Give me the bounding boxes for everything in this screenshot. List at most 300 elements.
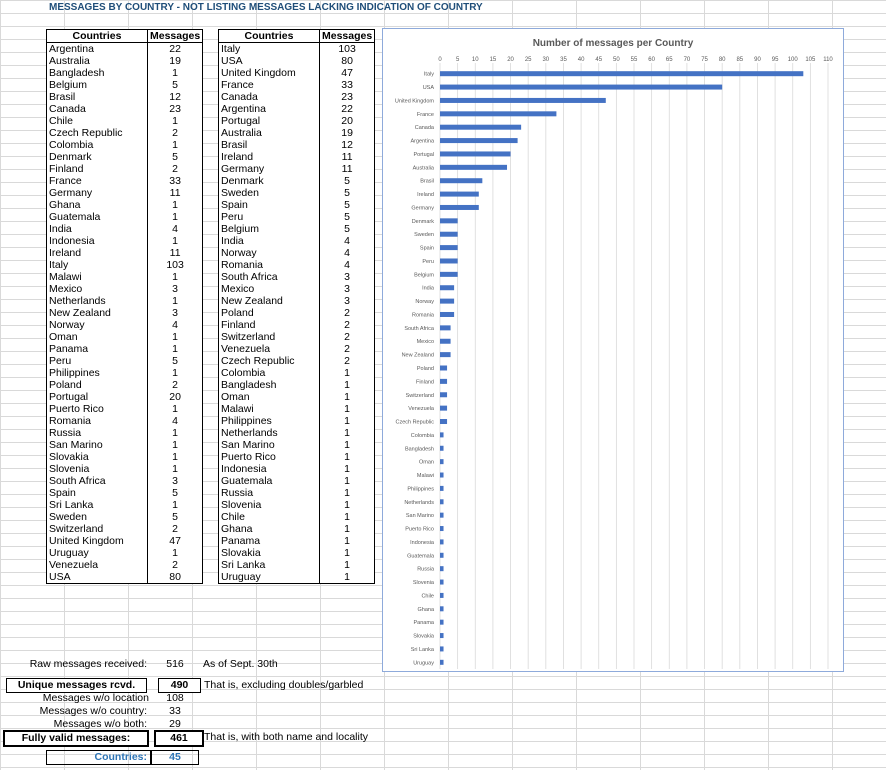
bar — [440, 258, 458, 263]
bar — [440, 566, 444, 571]
country-cell: Chile — [47, 115, 148, 127]
message-count-cell: 80 — [148, 571, 203, 584]
message-count-cell: 1 — [320, 547, 375, 559]
y-category-label: Germany — [411, 205, 434, 212]
message-count-cell: 1 — [320, 415, 375, 427]
bar — [440, 205, 479, 210]
y-category-label: Russia — [417, 566, 434, 573]
y-category-label: Netherlands — [404, 499, 434, 506]
country-cell: India — [219, 235, 320, 247]
x-tick-label: 15 — [489, 57, 497, 63]
message-count-cell: 23 — [148, 103, 203, 115]
countries-count-label — [46, 750, 151, 765]
country-cell: South Africa — [219, 271, 320, 283]
country-cell: Poland — [47, 379, 148, 391]
y-category-label: Spain — [419, 245, 434, 252]
table-row — [47, 187, 203, 199]
header-messages: Messages — [320, 30, 375, 43]
table-row — [47, 223, 203, 235]
country-cell: Spain — [219, 199, 320, 211]
wo-both-label: Messages w/o both: — [53, 718, 147, 730]
table-row — [219, 307, 375, 319]
message-count-cell: 1 — [148, 499, 203, 511]
table-row — [47, 451, 203, 463]
y-category-label: Italy — [423, 71, 434, 78]
message-count-cell: 1 — [148, 427, 203, 439]
table-row — [47, 139, 203, 151]
table-row — [47, 307, 203, 319]
message-count-cell: 5 — [320, 199, 375, 211]
message-count-cell: 1 — [320, 439, 375, 451]
wo-country-value: 33 — [169, 705, 181, 717]
country-cell: Oman — [219, 391, 320, 403]
country-cell: Bangladesh — [219, 379, 320, 391]
bar — [440, 620, 444, 625]
country-cell: Sri Lanka — [219, 559, 320, 571]
y-category-label: United Kingdom — [394, 98, 434, 105]
x-tick-label: 105 — [805, 57, 816, 63]
table-row — [219, 199, 375, 211]
country-cell: Argentina — [47, 43, 148, 56]
table-row — [219, 463, 375, 475]
country-cell: Philippines — [47, 367, 148, 379]
table-row — [219, 355, 375, 367]
bar — [440, 432, 444, 437]
bar — [440, 446, 444, 451]
table-row — [219, 499, 375, 511]
country-cell: Uruguay — [47, 547, 148, 559]
message-count-cell: 3 — [320, 283, 375, 295]
y-category-label: Romania — [411, 312, 434, 319]
message-count-cell: 1 — [148, 67, 203, 79]
table-row — [47, 283, 203, 295]
table-row — [219, 187, 375, 199]
country-cell: Ghana — [219, 523, 320, 535]
x-tick-label: 85 — [736, 57, 744, 63]
y-category-label: Portugal — [413, 151, 434, 158]
table-row — [219, 535, 375, 547]
table-row — [47, 151, 203, 163]
message-count-cell: 5 — [148, 511, 203, 523]
country-cell: Belgium — [47, 79, 148, 91]
country-cell: Canada — [219, 91, 320, 103]
country-cell: Denmark — [219, 175, 320, 187]
y-category-label: Brasil — [420, 178, 434, 185]
country-cell: Panama — [219, 535, 320, 547]
country-cell: Peru — [47, 355, 148, 367]
message-count-cell: 1 — [148, 547, 203, 559]
message-count-cell: 20 — [148, 391, 203, 403]
fully-valid-note: That is, with both name and locality — [204, 731, 369, 743]
country-cell: Sweden — [47, 511, 148, 523]
message-count-cell: 4 — [148, 223, 203, 235]
message-count-cell: 1 — [148, 295, 203, 307]
table-row — [47, 475, 203, 487]
message-count-cell: 1 — [148, 463, 203, 475]
bar — [440, 513, 444, 518]
y-category-label: Oman — [419, 459, 434, 466]
message-count-cell: 1 — [148, 403, 203, 415]
country-cell: Guatemala — [47, 211, 148, 223]
bar — [440, 151, 511, 156]
bar — [440, 526, 444, 531]
wo-country-label: Messages w/o country: — [39, 705, 147, 717]
table-row — [219, 223, 375, 235]
table-row — [219, 451, 375, 463]
country-cell: Malawi — [47, 271, 148, 283]
bar — [440, 285, 454, 290]
x-tick-label: 65 — [665, 57, 673, 63]
message-count-cell: 11 — [320, 163, 375, 175]
y-category-label: Poland — [416, 366, 434, 372]
bar — [440, 553, 444, 558]
table-row — [219, 571, 375, 584]
message-count-cell: 1 — [320, 463, 375, 475]
country-cell: Oman — [47, 331, 148, 343]
country-cell: Venezuela — [219, 343, 320, 355]
table-row — [47, 355, 203, 367]
y-category-label: Sri Lanka — [410, 646, 434, 653]
messages-per-country-chart — [383, 29, 843, 671]
sorted-country-table — [218, 29, 375, 584]
table-row — [219, 487, 375, 499]
bar — [440, 473, 444, 478]
message-count-cell: 2 — [148, 523, 203, 535]
message-count-cell: 19 — [148, 55, 203, 67]
table-row — [47, 55, 203, 67]
message-count-cell: 4 — [148, 415, 203, 427]
y-category-label: Philippines — [407, 486, 434, 493]
country-cell: Germany — [47, 187, 148, 199]
country-cell: San Marino — [47, 439, 148, 451]
table-row — [47, 439, 203, 451]
table-row — [219, 43, 375, 56]
chart-title: Number of messages per Country — [532, 38, 694, 49]
message-count-cell: 11 — [148, 187, 203, 199]
table-row — [219, 151, 375, 163]
x-tick-label: 75 — [701, 57, 708, 63]
table-row — [219, 259, 375, 271]
y-category-label: Sweden — [414, 232, 434, 239]
y-category-label: Puerto Rico — [405, 526, 434, 533]
x-tick-label: 0 — [438, 57, 442, 63]
message-count-cell: 1 — [148, 115, 203, 127]
y-category-label: Denmark — [411, 218, 434, 225]
table-row — [47, 463, 203, 475]
country-cell: Colombia — [47, 139, 148, 151]
message-count-cell: 4 — [320, 235, 375, 247]
message-count-cell: 33 — [320, 79, 375, 91]
country-cell: Slovakia — [219, 547, 320, 559]
country-cell: Mexico — [219, 283, 320, 295]
message-count-cell: 3 — [148, 307, 203, 319]
alphabetical-country-table — [46, 29, 203, 584]
table-row — [219, 115, 375, 127]
message-count-cell: 1 — [148, 235, 203, 247]
message-count-cell: 4 — [148, 319, 203, 331]
bar — [440, 660, 444, 665]
bar — [440, 339, 451, 344]
y-category-label: Switzerland — [405, 392, 434, 399]
country-cell: Spain — [47, 487, 148, 499]
bar — [440, 71, 803, 76]
bar — [440, 125, 521, 130]
country-cell: Czech Republic — [47, 127, 148, 139]
country-cell: Portugal — [47, 391, 148, 403]
x-tick-label: 30 — [542, 57, 550, 63]
country-cell: Portugal — [219, 115, 320, 127]
table-row — [219, 163, 375, 175]
y-category-label: Norway — [415, 299, 434, 306]
table-row — [47, 319, 203, 331]
table-row — [219, 127, 375, 139]
country-cell: Sri Lanka — [47, 499, 148, 511]
raw-messages-label: Raw messages received: — [29, 658, 147, 670]
x-tick-label: 40 — [577, 57, 585, 63]
country-cell: France — [219, 79, 320, 91]
header-messages: Messages — [148, 30, 203, 43]
table-row — [219, 175, 375, 187]
table-row — [47, 67, 203, 79]
country-cell: United Kingdom — [47, 535, 148, 547]
bar — [440, 459, 444, 464]
y-category-label: San Marino — [405, 513, 434, 520]
bar — [440, 486, 444, 491]
bar — [440, 85, 722, 90]
country-cell: Canada — [47, 103, 148, 115]
message-count-cell: 1 — [148, 199, 203, 211]
fully-valid-value: 461 — [154, 730, 204, 747]
y-category-label: Belgium — [414, 272, 434, 279]
x-tick-label: 90 — [754, 57, 761, 63]
table-row — [219, 343, 375, 355]
country-cell: New Zealand — [47, 307, 148, 319]
country-cell: Poland — [219, 307, 320, 319]
table-row — [47, 259, 203, 271]
country-cell: San Marino — [219, 439, 320, 451]
country-cell: Romania — [219, 259, 320, 271]
country-cell: Australia — [219, 127, 320, 139]
country-cell: Colombia — [219, 367, 320, 379]
table-row — [47, 535, 203, 547]
y-category-label: Mexico — [416, 339, 434, 346]
table-row — [47, 43, 203, 56]
country-cell: Brasil — [47, 91, 148, 103]
table-row — [219, 319, 375, 331]
message-count-cell: 2 — [320, 355, 375, 367]
country-cell: Germany — [219, 163, 320, 175]
chart-area — [382, 28, 844, 672]
message-count-cell: 4 — [320, 247, 375, 259]
table-row — [47, 343, 203, 355]
table-row — [47, 511, 203, 523]
message-count-cell: 1 — [148, 451, 203, 463]
table-row — [47, 499, 203, 511]
table-row — [47, 175, 203, 187]
y-category-label: Guatemala — [407, 553, 434, 560]
country-cell: South Africa — [47, 475, 148, 487]
bar — [440, 299, 454, 304]
table-row — [47, 103, 203, 115]
x-tick-label: 55 — [630, 57, 638, 63]
table-row — [47, 127, 203, 139]
message-count-cell: 1 — [148, 211, 203, 223]
message-count-cell: 5 — [320, 175, 375, 187]
y-category-label: Ireland — [417, 192, 434, 199]
message-count-cell: 23 — [320, 91, 375, 103]
y-category-label: Peru — [422, 258, 434, 265]
message-count-cell: 80 — [320, 55, 375, 67]
y-category-label: Australia — [412, 165, 434, 172]
bar — [440, 178, 482, 183]
table-row — [47, 403, 203, 415]
y-category-label: Chile — [421, 593, 434, 600]
bar — [440, 539, 444, 544]
message-count-cell: 11 — [148, 247, 203, 259]
y-category-label: Argentina — [410, 138, 434, 145]
country-cell: Ireland — [219, 151, 320, 163]
x-tick-label: 80 — [718, 57, 726, 63]
table-row — [219, 67, 375, 79]
country-cell: Puerto Rico — [47, 403, 148, 415]
message-count-cell: 2 — [320, 331, 375, 343]
y-category-label: USA — [422, 85, 434, 92]
table-row — [219, 475, 375, 487]
message-count-cell: 5 — [320, 223, 375, 235]
country-cell: Philippines — [219, 415, 320, 427]
country-cell: USA — [47, 571, 148, 584]
y-category-label: Slovakia — [413, 633, 434, 640]
wo-location-value: 108 — [166, 692, 184, 704]
country-cell: New Zealand — [219, 295, 320, 307]
y-category-label: Canada — [414, 125, 434, 132]
message-count-cell: 3 — [148, 283, 203, 295]
x-tick-label: 110 — [823, 57, 833, 63]
message-count-cell: 3 — [320, 271, 375, 283]
message-count-cell: 47 — [320, 67, 375, 79]
message-count-cell: 1 — [320, 391, 375, 403]
unique-messages-value: 490 — [158, 678, 201, 693]
message-count-cell: 19 — [320, 127, 375, 139]
y-category-label: Czech Republic — [395, 419, 434, 426]
message-count-cell: 33 — [148, 175, 203, 187]
message-count-cell: 2 — [320, 343, 375, 355]
message-count-cell: 1 — [320, 487, 375, 499]
table-row — [47, 523, 203, 535]
country-cell: Switzerland — [219, 331, 320, 343]
table-row — [219, 235, 375, 247]
table-row — [47, 331, 203, 343]
message-count-cell: 1 — [148, 331, 203, 343]
bar — [440, 272, 458, 277]
table-row — [47, 391, 203, 403]
table-row — [47, 547, 203, 559]
country-cell: Argentina — [219, 103, 320, 115]
message-count-cell: 5 — [320, 187, 375, 199]
table-row — [219, 439, 375, 451]
table-row — [47, 271, 203, 283]
unique-messages-label: Unique messages rcvd. — [6, 678, 147, 693]
table-row — [47, 199, 203, 211]
y-category-label: New Zealand — [401, 352, 434, 359]
message-count-cell: 1 — [320, 403, 375, 415]
country-cell: Russia — [219, 487, 320, 499]
bar — [440, 192, 479, 197]
message-count-cell: 47 — [148, 535, 203, 547]
message-count-cell: 1 — [320, 535, 375, 547]
message-count-cell: 3 — [148, 475, 203, 487]
message-count-cell: 11 — [320, 151, 375, 163]
bar — [440, 366, 447, 371]
x-tick-label: 35 — [560, 57, 567, 63]
table-row — [47, 295, 203, 307]
bar — [440, 646, 444, 651]
y-category-label: Panama — [413, 620, 434, 627]
table-row — [219, 379, 375, 391]
country-cell: India — [47, 223, 148, 235]
y-category-label: Uruguay — [413, 660, 434, 667]
country-cell: Russia — [47, 427, 148, 439]
y-category-label: Indonesia — [410, 539, 434, 546]
table-row — [219, 91, 375, 103]
country-cell: Ghana — [47, 199, 148, 211]
message-count-cell: 2 — [148, 127, 203, 139]
country-cell: Belgium — [219, 223, 320, 235]
table-row — [47, 571, 203, 584]
table-row — [219, 367, 375, 379]
y-category-label: Finland — [415, 379, 434, 386]
y-category-label: South Africa — [404, 325, 434, 332]
table-row — [219, 331, 375, 343]
table-row — [47, 235, 203, 247]
country-cell: Indonesia — [47, 235, 148, 247]
message-count-cell: 1 — [320, 559, 375, 571]
message-count-cell: 1 — [320, 475, 375, 487]
y-category-label: Colombia — [410, 432, 434, 439]
fully-valid-label: Fully valid messages: — [3, 730, 149, 747]
countries-count-value: 45 — [151, 750, 199, 765]
message-count-cell: 1 — [320, 511, 375, 523]
message-count-cell: 2 — [320, 307, 375, 319]
country-cell: Denmark — [47, 151, 148, 163]
bar — [440, 392, 447, 397]
table-row — [219, 283, 375, 295]
bar — [440, 379, 447, 384]
message-count-cell: 1 — [320, 499, 375, 511]
message-count-cell: 2 — [148, 559, 203, 571]
country-cell: Czech Republic — [219, 355, 320, 367]
y-category-label: Malawi — [416, 473, 434, 480]
table-row — [47, 163, 203, 175]
message-count-cell: 12 — [320, 139, 375, 151]
y-category-label: Bangladesh — [404, 446, 434, 453]
wo-location-label: Messages w/o location — [42, 692, 149, 704]
x-tick-label: 25 — [524, 57, 532, 63]
bar — [440, 406, 447, 411]
table-row — [47, 379, 203, 391]
country-cell: Venezuela — [47, 559, 148, 571]
sheet-title: MESSAGES BY COUNTRY - NOT LISTING MESSAGES LACKING INDICATION OF COUNTRY — [49, 2, 483, 13]
country-cell: Guatemala — [219, 475, 320, 487]
country-cell: Panama — [47, 343, 148, 355]
bar — [440, 98, 606, 103]
table-row — [47, 487, 203, 499]
country-cell: Sweden — [219, 187, 320, 199]
message-count-cell: 1 — [148, 367, 203, 379]
message-count-cell: 2 — [148, 379, 203, 391]
country-cell: Italy — [219, 43, 320, 56]
x-tick-label: 5 — [455, 57, 460, 63]
